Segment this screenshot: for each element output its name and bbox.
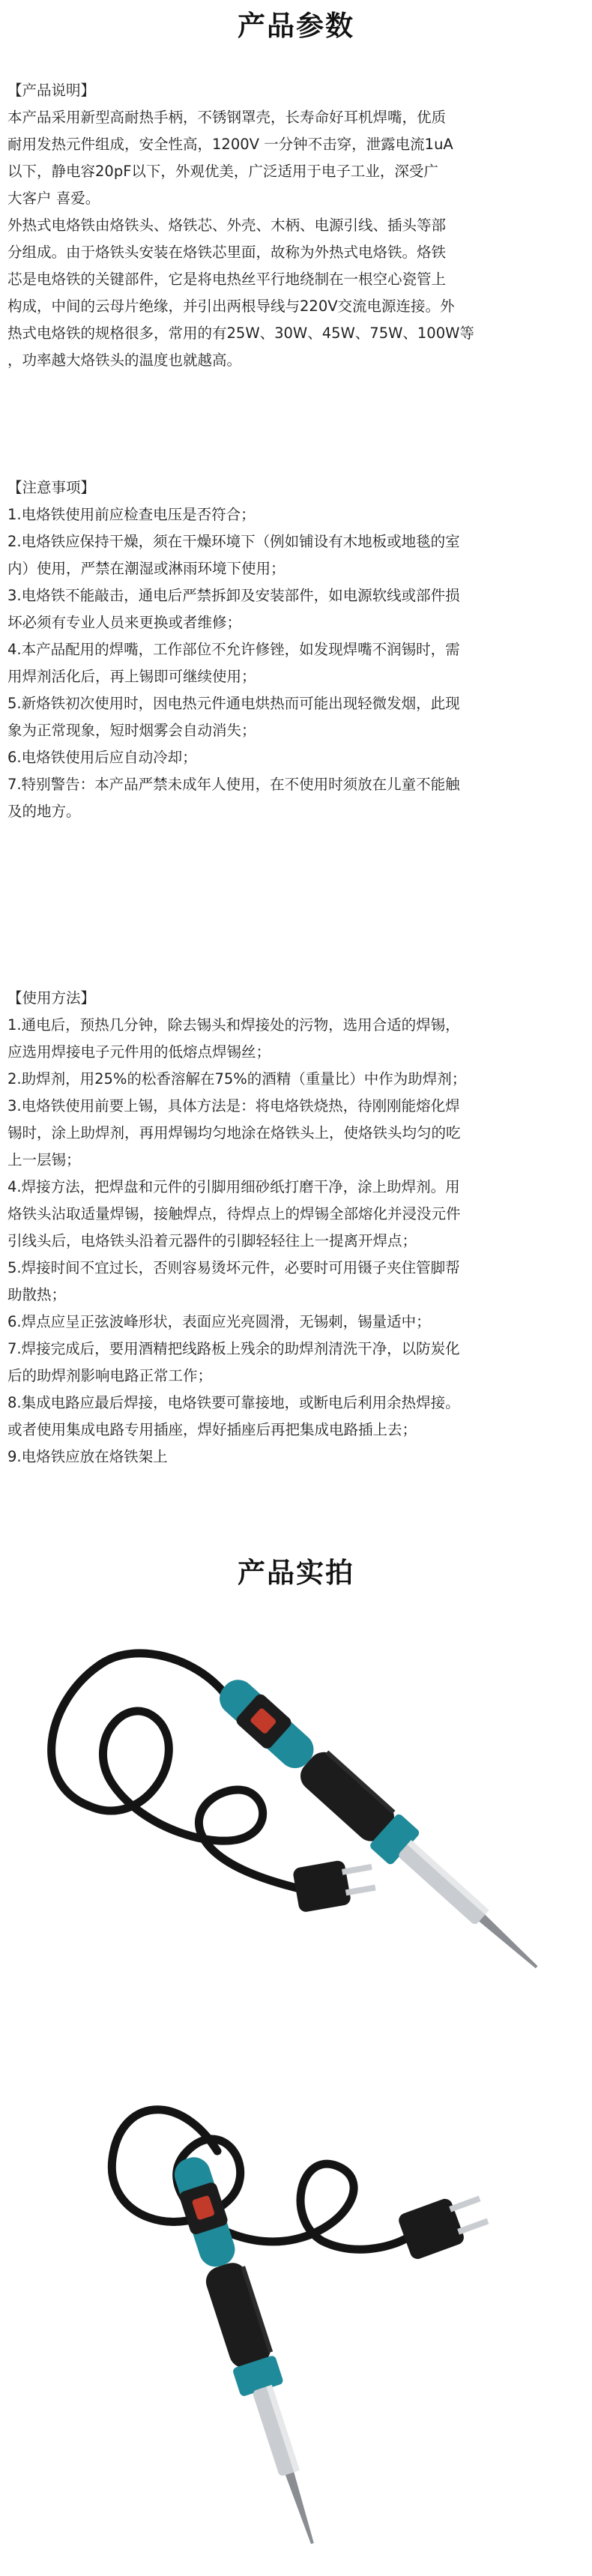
usage-line: 上一层锡； [7, 1151, 81, 1168]
description-line: 构成，中间的云母片绝缘，并引出两根导线与220V交流电源连接。外 [7, 298, 455, 315]
notes-line: 7.特别警告：本产品严禁未成年人使用，在不使用时须放在儿童不能触 [7, 776, 460, 793]
description-line: 以下，静电容20pF以下，外观优美，广泛适用于电子工业，深受广 [7, 163, 438, 180]
section-title-photos: 产品实拍 [238, 1557, 354, 1589]
description-line: 热式电烙铁的规格很多，常用的有25W、30W、45W、75W、100W等 [7, 325, 474, 342]
description-line: 分组成。由于烙铁头安装在烙铁芯里面，故称为外热式电烙铁。烙铁 [7, 244, 447, 261]
usage-line: 9.电烙铁应放在烙铁架上 [7, 1448, 168, 1465]
notes-line: 3.电烙铁不能敲击，通电后严禁拆卸及安装部件，如电源软线或部件损 [7, 587, 460, 604]
usage-line: 8.集成电路应最后焊接，电烙铁要可靠接地，或断电后利用余热焊接。 [7, 1394, 460, 1411]
usage-line: 7.焊接完成后，要用酒精把线路板上残余的助焊剂清洗干净，以防炭化 [7, 1340, 460, 1357]
usage-line: 应选用焊接电子元件用的低熔点焊锡丝； [7, 1043, 271, 1061]
usage-line: 1.通电后，预热几分钟，除去锡头和焊接处的污物，选用合适的焊锡， [7, 1016, 460, 1034]
notes-line: 象为正常现象，短时烟雾会自动消失； [7, 722, 256, 739]
notes-line: 及的地方。 [7, 803, 81, 820]
description-line: 耐用发热元件组成，安全性高，1200V 一分钟不击穿，泄露电流1uA [7, 136, 453, 153]
precautions [7, 474, 586, 825]
notes-line: 6.电烙铁使用后应自动冷却； [7, 749, 197, 766]
usage-line: 引线头后，电烙铁头沿着元器件的引脚轻轻往上一提离开焊点； [7, 1232, 417, 1249]
usage-header: 【使用方法】 [7, 989, 96, 1007]
product-description [7, 77, 586, 374]
soldering-iron-image [0, 2069, 592, 2548]
usage-line: 6.焊点应呈正弦波峰形状，表面应光亮圆滑，无锡刺，锡量适中； [7, 1313, 431, 1330]
product-photo-1 [0, 1611, 592, 2031]
description-line: 芯是电烙铁的关键部件，它是将电热丝平行地绕制在一根空心瓷管上 [7, 271, 447, 288]
notes-line: 内）使用，严禁在潮湿或淋雨环境下使用； [7, 560, 286, 577]
usage-line: 5.焊接时间不宜过长，否则容易烫坏元件，必要时可用镊子夹住管脚帮 [7, 1259, 460, 1276]
notes-header: 【注意事项】 [7, 479, 96, 496]
usage-instructions [7, 985, 586, 1471]
product-photo-2 [0, 2069, 592, 2548]
description-line: ，功率越大烙铁头的温度也就越高。 [7, 352, 242, 369]
description-line: 本产品采用新型高耐热手柄，不锈钢罩壳，长寿命好耳机焊嘴，优质 [7, 109, 447, 126]
notes-line: 5.新烙铁初次使用时，因电热元件通电烘热而可能出现轻微发烟，此现 [7, 695, 460, 712]
notes-line: 4.本产品配用的焊嘴，工作部位不允许修锉，如发现焊嘴不润锡时，需 [7, 641, 460, 658]
notes-line: 坏必须有专业人员来更换或者维修； [7, 614, 242, 631]
usage-line: 后的助焊剂影响电路正常工作； [7, 1367, 213, 1384]
description-line: 外热式电烙铁由烙铁头、烙铁芯、外壳、木柄、电源引线、插头等部 [7, 217, 447, 234]
notes-line: 用焊剂活化后，再上锡即可继续使用； [7, 668, 256, 685]
notes-line: 2.电烙铁应保持干燥，须在干燥环境下（例如铺设有木地板或地毯的室 [7, 533, 460, 550]
soldering-iron-image [0, 1611, 592, 2031]
description-line: 大客户 喜爱。 [7, 190, 100, 207]
usage-line: 烙铁头沾取适量焊锡，接触焊点，待焊点上的焊锡全部熔化并浸没元件 [7, 1205, 461, 1222]
notes-line: 1.电烙铁使用前应检查电压是否符合； [7, 506, 256, 523]
usage-line: 2.助焊剂，用25%的松香溶解在75%的酒精（重量比）中作为助焊剂； [7, 1070, 467, 1088]
usage-line: 锡时，涂上助焊剂，再用焊锡均匀地涂在烙铁头上，使烙铁头均匀的吃 [7, 1124, 461, 1141]
usage-line: 3.电烙铁使用前要上锡，具体方法是：将电烙铁烧热，待刚刚能熔化焊 [7, 1097, 460, 1114]
usage-line: 4.焊接方法，把焊盘和元件的引脚用细砂纸打磨干净，涂上助焊剂。用 [7, 1178, 460, 1195]
usage-line: 助散热； [7, 1286, 67, 1303]
section-title-params: 产品参数 [238, 10, 354, 42]
description-header: 【产品说明】 [7, 82, 96, 99]
usage-line: 或者使用集成电路专用插座，焊好插座后再把集成电路插上去； [7, 1421, 417, 1438]
